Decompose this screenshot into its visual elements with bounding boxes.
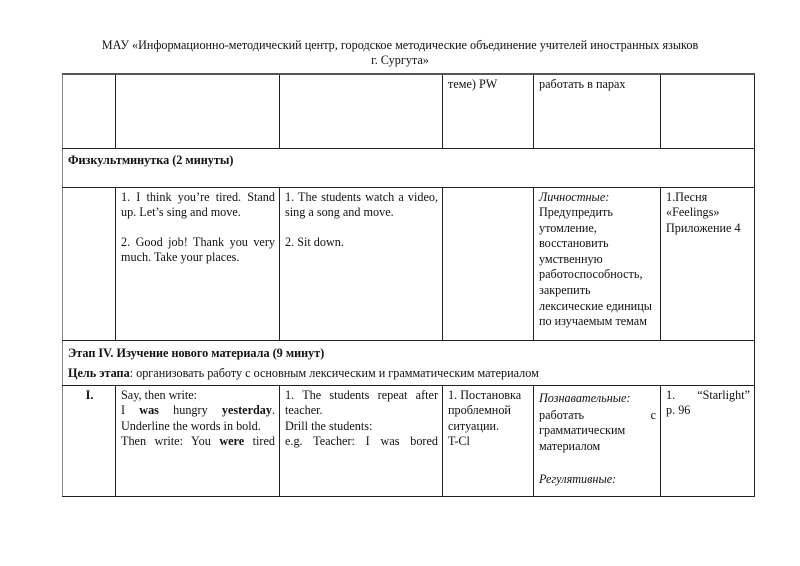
cell-num <box>63 74 116 148</box>
cell-teacher <box>116 74 280 148</box>
section-row-stage4 <box>63 340 755 385</box>
cell-method: 1. Постановка проблемной ситуации. T-Cl <box>443 385 534 496</box>
cell-uud: Познавательные: работать с грамматическим материалом Регулятивные: <box>534 385 661 496</box>
cell-students: 1. The students watch a video, sing a song and move. 2. Sit down. <box>280 187 443 340</box>
header-line-2: г. Сургута» <box>371 53 429 67</box>
header-line-1: МАУ «Информационно-методический центр, городское методические объединение учителей иностранных языков <box>101 38 699 52</box>
section-row-fizminutka <box>63 148 755 187</box>
cell-teacher: Say, then write: I was hungry yesterday. Underline the words in bold. Then write: You were tired <box>116 385 280 496</box>
cell-uud: работать в парах <box>534 74 661 148</box>
table-row-continued <box>63 74 755 148</box>
cell-method <box>443 187 534 340</box>
lesson-plan-table <box>62 73 755 497</box>
cell-materials: 1. “Starlight” p. 96 <box>661 385 755 496</box>
stage-goal: Цель этапа: организовать работу с основным лексическим и грамматическим материалом <box>68 365 539 380</box>
table-row-fizminutka <box>63 187 755 340</box>
stage-title: Этап IV. Изучение нового материала (9 минут) <box>68 345 325 360</box>
document-header <box>0 38 800 68</box>
cell-num <box>63 187 116 340</box>
cell-teacher: 1. I think you’re tired. Stand up. Let’s sing and move. 2. Good job! Thank you very much. Take your places. <box>116 187 280 340</box>
cell-materials: 1.Песня «Feelings» Приложение 4 <box>661 187 755 340</box>
stage-cell <box>63 340 755 385</box>
cell-uud: Личностные: Предупредить утомление, восстановить умственную работоспособность, закрепить лексические единицы по изучаемым темам <box>534 187 661 340</box>
cell-students <box>280 74 443 148</box>
section-title: Физкультминутка (2 минуты) <box>63 148 755 187</box>
cell-students: 1. The students repeat after teacher. Drill the students: e.g. Teacher: I was bored <box>280 385 443 496</box>
cell-materials <box>661 74 755 148</box>
table-row-I <box>63 385 755 496</box>
cell-method: теме) PW <box>443 74 534 148</box>
cell-num: I. <box>63 385 116 496</box>
